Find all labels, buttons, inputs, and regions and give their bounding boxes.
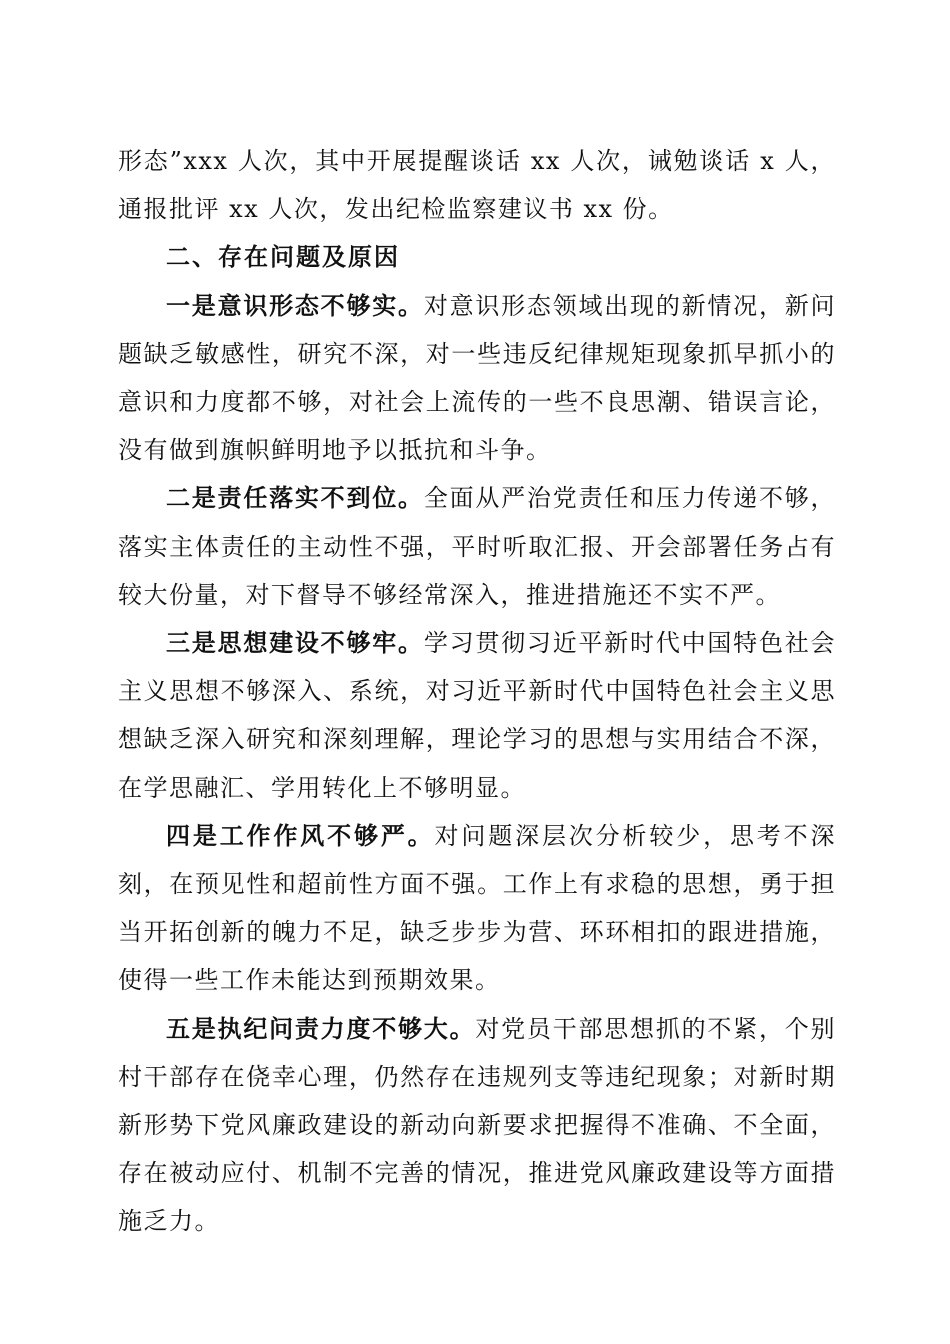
issue-lead-2: 二是责任落实不到位。 <box>166 484 424 513</box>
issue-paragraph-5 <box>118 1005 836 1246</box>
section-heading: 二、存在问题及原因 <box>166 243 400 272</box>
issue-paragraph-4 <box>118 812 836 1005</box>
continued-paragraph: 形态”xxx 人次，其中开展提醒谈话 xx 人次，诫勉谈话 x 人，通报批评 xx 人次，发出纪检监察建议书 xx 份。 <box>118 147 836 224</box>
issue-paragraph-3 <box>118 619 836 812</box>
issue-text-2: 全面从严治党责任和压力传递不够，落实主体责任的主动性不强，平时听取汇报、开会部署任务占有较大份量，对下督导不够经常深入，推进措施还不实不严。 <box>118 484 837 609</box>
issue-text-5: 对党员干部思想抓的不紧，个别村干部存在侥幸心理，仍然存在违规列支等违纪现象；对新时期新形势下党风廉政建设的新动向新要求把握得不准确、不全面，存在被动应付、机制不完善的情况，推进党风廉政建设等方面措施乏力。 <box>118 1014 836 1236</box>
issue-lead-4: 四是工作作风不够严。 <box>166 821 435 850</box>
issue-text-1: 对意识形态领域出现的新情况，新问题缺乏敏感性，研究不深，对一些违反纪律规矩现象抓早抓小的意识和力度都不够，对社会上流传的一些不良思潮、错误言论，没有做到旗帜鲜明地予以抵抗和斗争。 <box>118 291 837 465</box>
issue-lead-1: 一是意识形态不够实。 <box>166 291 424 320</box>
issue-text-3: 学习贯彻习近平新时代中国特色社会主义思想不够深入、系统，对习近平新时代中国特色社会主义思想缺乏深入研究和深刻理解，理论学习的思想与实用结合不深，在学思融汇、学用转化上不够明显。 <box>118 629 837 802</box>
issue-text-4: 对问题深层次分析较少，思考不深刻，在预见性和超前性方面不强。工作上有求稳的思想，勇于担当开拓创新的魄力不足，缺乏步步为营、环环相扣的跟进措施，使得一些工作未能达到预期效果。 <box>118 821 837 995</box>
issue-paragraph-1 <box>118 282 836 475</box>
issue-lead-3: 三是思想建设不够牢。 <box>166 629 424 658</box>
issue-lead-5: 五是执纪问责力度不够大。 <box>166 1014 476 1043</box>
document-body <box>118 137 836 1246</box>
issue-paragraph-2 <box>118 474 836 619</box>
